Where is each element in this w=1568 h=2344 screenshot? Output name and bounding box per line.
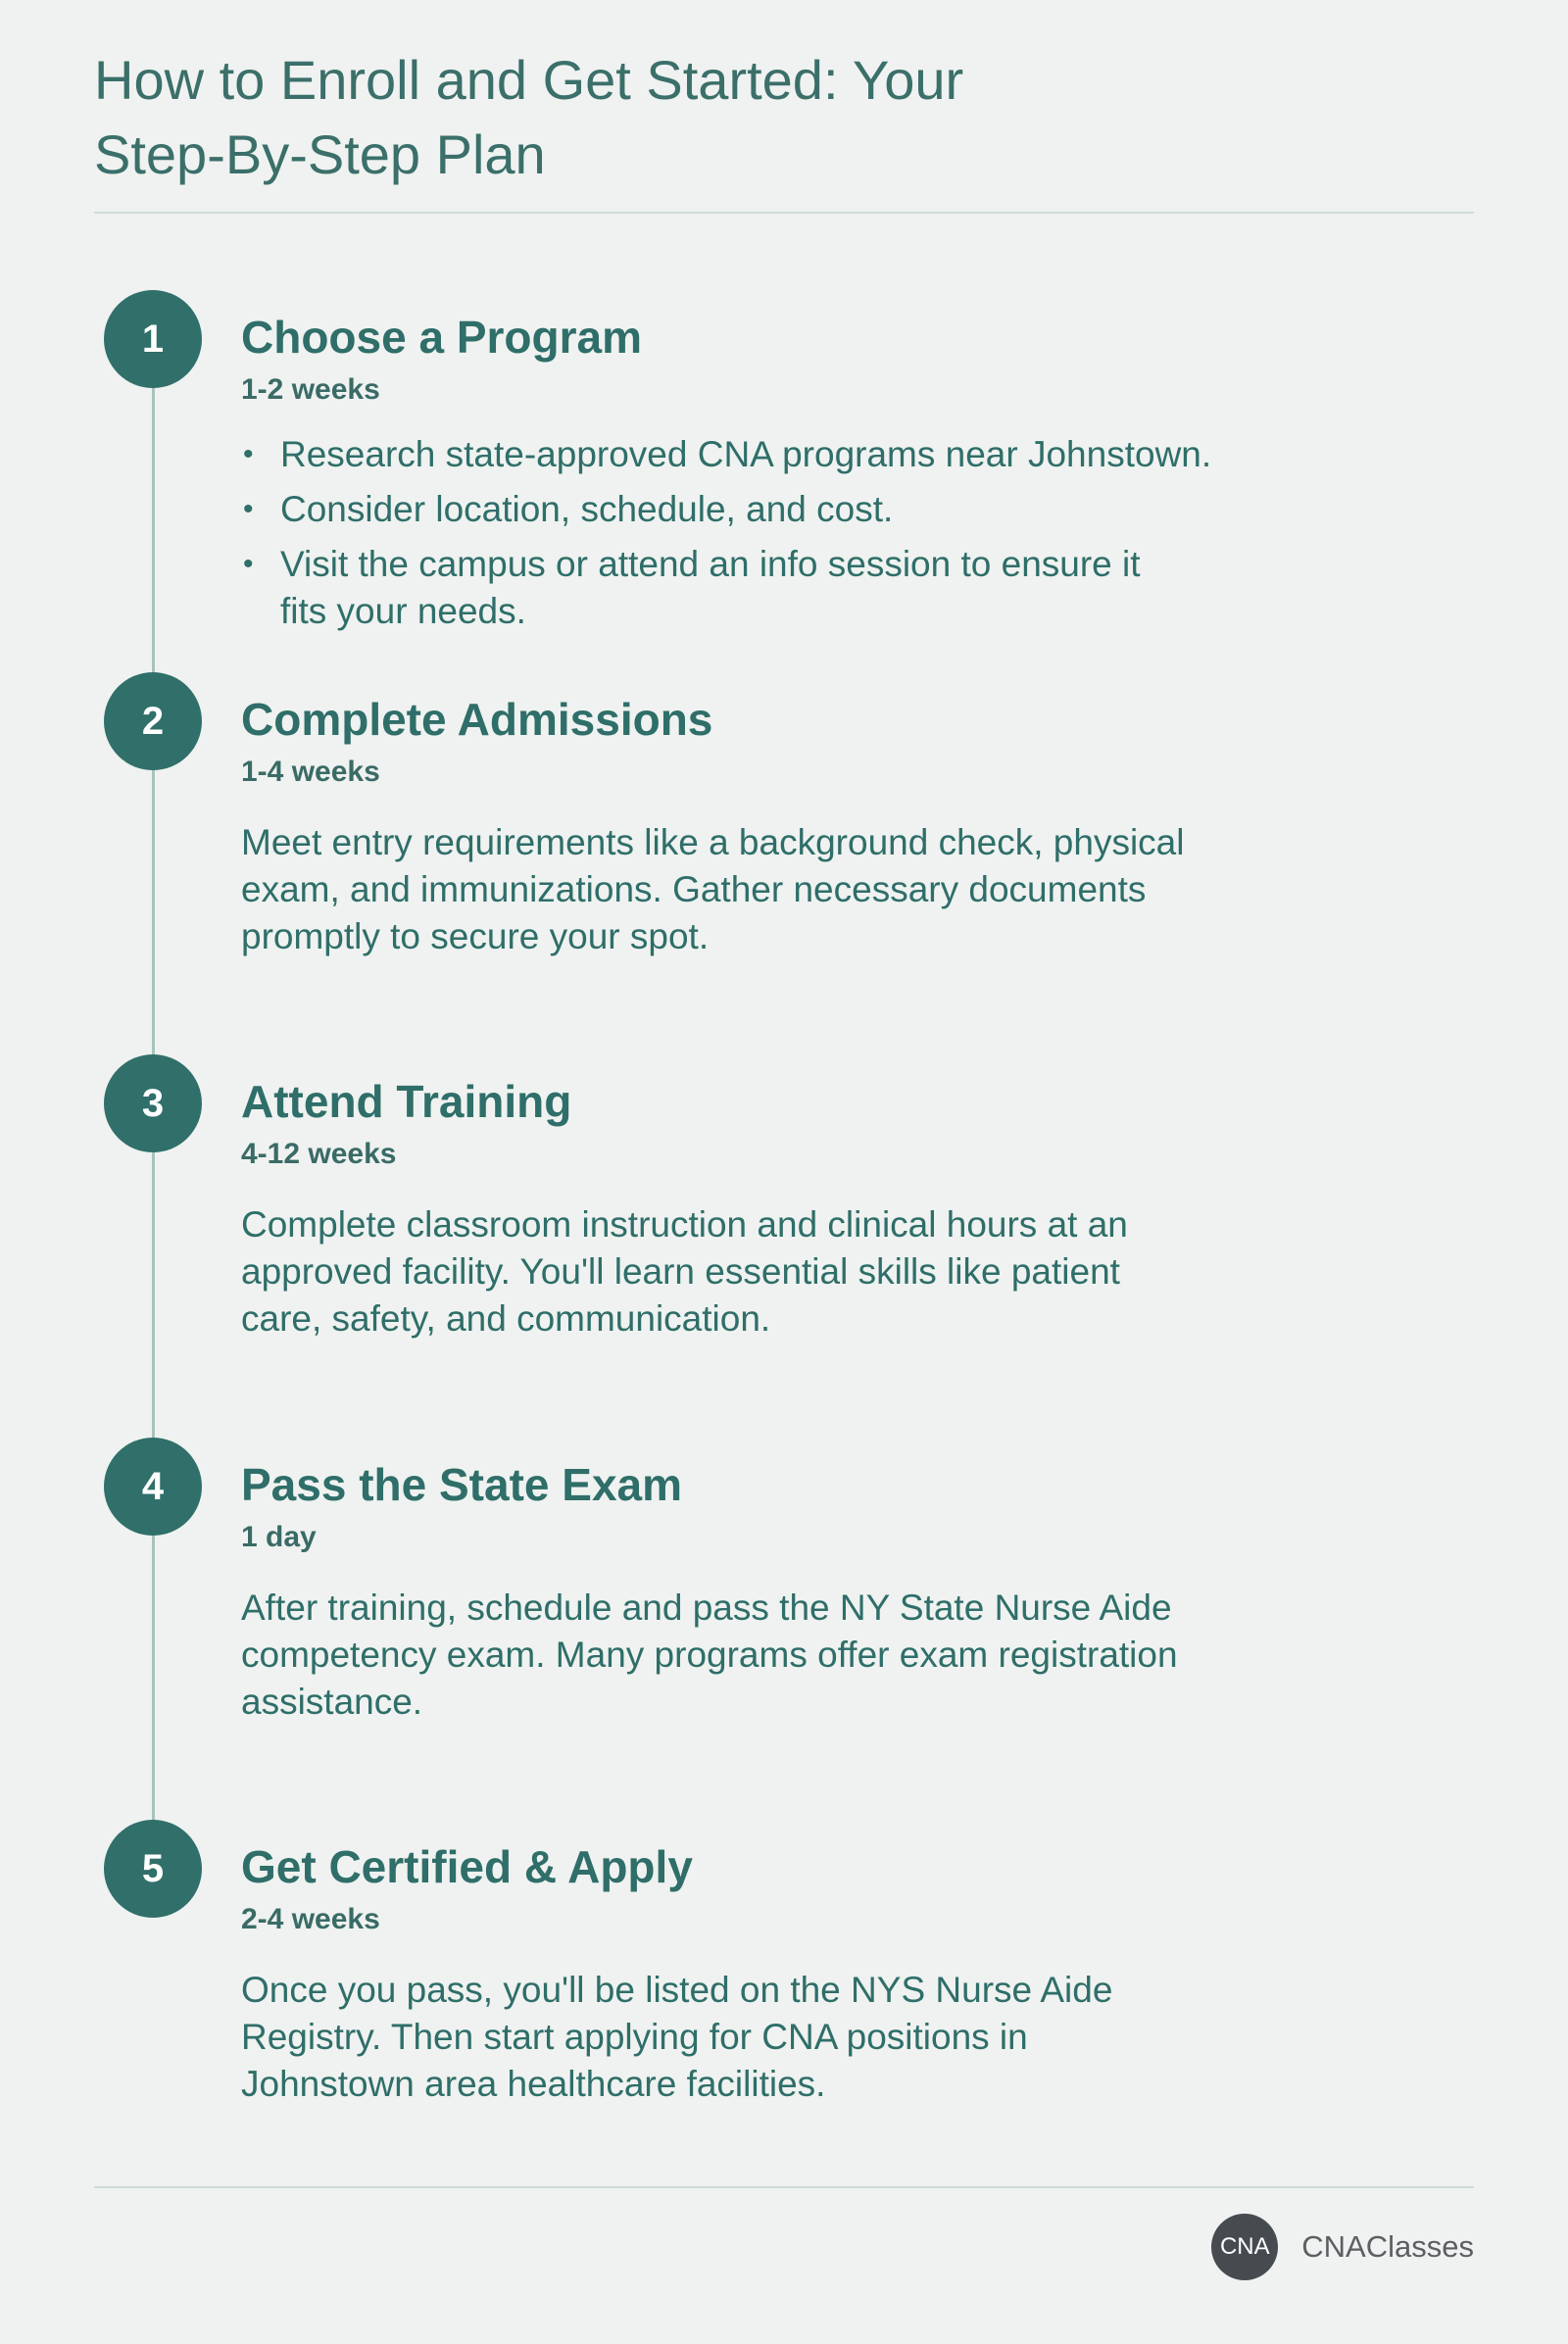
step-duration: 1 day [241,1521,317,1553]
step-bullet-list [241,431,1221,635]
step-description: Complete classroom instruction and clinical hours at an approved facility. You'll learn essential skills like patient care, safety, and communication. [241,1204,1128,1339]
step-duration: 4-12 weeks [241,1138,397,1170]
bullet-icon: • [243,548,254,580]
step-content [241,690,1221,960]
brand-logo-icon: CNA [1211,2214,1278,2280]
step-number-badge: 2 [104,672,202,770]
step-title: Complete Admissions [241,694,713,745]
step-content [241,1837,1221,2108]
step-description: After training, schedule and pass the NY State Nurse Aide competency exam. Many programs offer exam registration assistance. [241,1587,1178,1722]
step-content [241,1072,1221,1343]
step-duration: 1-2 weeks [241,373,380,406]
brand-footer [1211,2213,1474,2281]
step-number-badge: 5 [104,1820,202,1918]
bottom-divider [94,2186,1474,2188]
list-item [241,431,1221,478]
page-title: How to Enroll and Get Started: Your Step-By-Step Plan [94,49,964,185]
step-content [241,308,1221,643]
list-item [241,541,1162,635]
step-title: Choose a Program [241,312,642,363]
list-item-text: Visit the campus or attend an info session to ensure it fits your needs. [280,544,1141,631]
step-title: Get Certified & Apply [241,1841,693,1892]
brand-name: CNAClasses [1301,2229,1474,2264]
step-duration: 2-4 weeks [241,1903,380,1935]
step-title: Attend Training [241,1076,572,1127]
top-divider [94,212,1474,214]
bullet-icon: • [243,493,254,525]
step-duration: 1-4 weeks [241,756,380,788]
list-item [241,486,1221,533]
step-description: Meet entry requirements like a background check, physical exam, and immunizations. Gather necessary documents promptly to secure your spot. [241,822,1185,956]
step-description: Once you pass, you'll be listed on the NYS Nurse Aide Registry. Then start applying for CNA positions in Johnstown area healthcare facilities. [241,1970,1113,2104]
step-content [241,1455,1221,1726]
step-number-badge: 1 [104,290,202,388]
step-title: Pass the State Exam [241,1459,683,1510]
step-number-badge: 3 [104,1054,202,1152]
step-number-badge: 4 [104,1438,202,1536]
list-item-text: Research state-approved CNA programs near Johnstown. [280,434,1212,474]
bullet-icon: • [243,438,254,470]
list-item-text: Consider location, schedule, and cost. [280,489,894,529]
